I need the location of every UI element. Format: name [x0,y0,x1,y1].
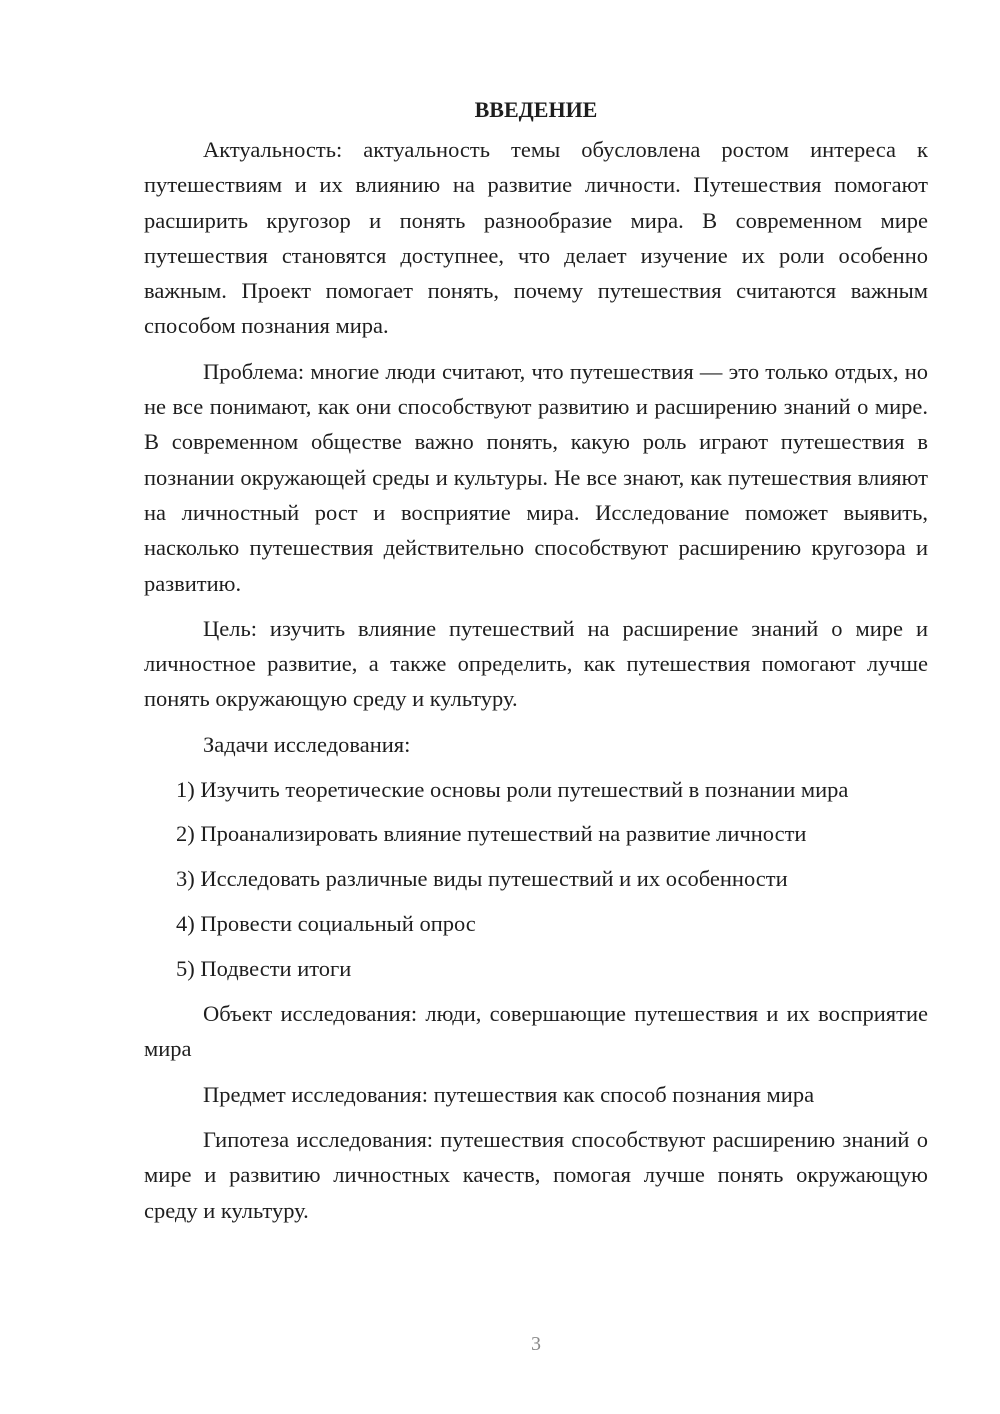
task-item: 4) Провести социальный опрос [176,910,476,936]
page-body [144,92,928,1228]
page-title: ВВЕДЕНИЕ [474,97,598,122]
task-item: 5) Подвести итоги [176,955,352,981]
problem-paragraph: Проблема: многие люди считают, что путешествия — это только отдых, но не все понимают, как они способствуют развитию и расширению знаний о мире. В современном обществе важно понять, какую роль играют путешествия в познании окружающей среды и культуры. Не все знают, как путешествия влияют на личностный рост и восприятие мира. Исследование поможет выявить, насколько путешествия действительно способствуют расширению кругозора и развитию. [144,358,928,596]
task-item: 3) Исследовать различные виды путешествий и их особенности [176,866,788,892]
relevance-paragraph: Актуальность: актуальность темы обусловлена ростом интереса к путешествиям и их влиянию на развитие личности. Путешествия помогают расширить кругозор и понять разнообразие мира. В современном мире путешествия становятся доступнее, что делает изучение их роли особенно важным. Проект помогает понять, почему путешествия считаются важным способом познания мира. [144,137,928,339]
page-number: 3 [531,1333,541,1355]
hypothesis-paragraph: Гипотеза исследования: путешествия способствуют расширению знаний о мире и развитию личностных качеств, помогая лучше понять окружающую среду и культуру. [144,1126,928,1223]
task-item: 1) Изучить теоретические основы роли путешествий в познании мира [176,776,849,802]
subject-paragraph: Предмет исследования: путешествия как способ познания мира [203,1081,815,1107]
goal-paragraph: Цель: изучить влияние путешествий на расширение знаний о мире и личностное развитие, а также определить, как путешествия помогают лучше понять окружающую среду и культуру. [144,615,928,712]
task-item: 2) Проанализировать влияние путешествий на развитие личности [176,821,807,847]
object-paragraph: Объект исследования: люди, совершающие путешествия и их восприятие мира [144,1001,928,1062]
tasks-heading: Задачи исследования: [203,731,411,757]
